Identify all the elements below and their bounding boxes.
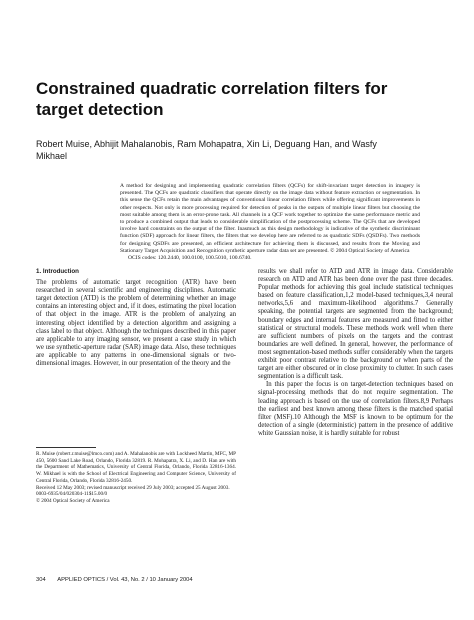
page-number: 304 [36,577,46,583]
body-paragraph: In this paper the focus is on target-detection techniques based on signal-processing methods that do not require segmentation. The leading approach is based on the use of correlation filters.8,9 Perhaps the earliest and best known among these filters is the matched spatial filter (MSF).10 Although the MSF is known to be optimum for the detection of a single (deterministic) pattern in the presence of additive white Gaussian noise, it is hardly suitable for robust [258,381,453,437]
ocis-codes: OCIS codes: 120.2440, 100.0100, 100.5010, 100.6740. [128,255,252,262]
abstract [120,183,420,262]
received-dates: Received 12 May 2003; revised manuscript received 29 July 2003; accepted 25 August 2003. [36,484,230,491]
copyright-notice: © 2004 Optical Society of America [36,497,110,504]
page-footer [36,577,193,583]
abstract-text: A method for designing and implementing quadratic correlation filters (QCFs) for shift-invariant target detection in imagery is presented. The QCFs are quadratic classifiers that operate directly on the image data without feature extraction or segmentation. In this sense the QCFs retain the main advantages of conventional linear correlation filters while offering significant improvements in other respects. Not only is more processing required for detection of peaks in the outputs of multiple linear filters but choosing the most suitable among them is an error-prone task. All channels in a QCF work together to optimize the same performance metric and to produce a combined output that leads to considerable simplification of the postprocessing scheme. The QCFs that are developed involve hard constraints on the output of the filter. Inasmuch as this design methodology is indicative of the synthetic discriminant function (SDF) approach for linear filters, the filters that we develop here are referred to as quadratic SDFs (QSDFs). Two methods for designing QSDFs are presented, an efficient architecture for achieving them is discussed, and results from the Moving and Stationary Target Acquisition and Recognition synthetic aperture radar data set are presented. © 2004 Optical Society of America [120,183,420,254]
left-column [36,268,236,446]
section-heading: 1. Introduction [36,268,79,275]
article-code: 0003-6935/04/020304-11$15.00/0 [36,491,108,498]
footnotes [36,451,236,505]
journal-citation: APPLIED OPTICS / Vol. 43, No. 2 / 10 January 2004 [57,577,193,583]
footnote-divider [36,447,96,448]
body-paragraph: The problems of automatic target recognition (ATR) have been researched in several scientific and engineering disciplines. Automatic target detection (ATD) is the problem of determining whether an image contains an interesting object and, if it does, estimating the pixel location of that object in the image. ATR is the problem of analyzing an interesting object identified by a detection algorithm and assigning a class label to that object. Although the techniques described in this paper are applicable to any imaging sensor, we present a case study in which we use synthetic-aperture radar (SAR) image data. Also, these techniques are applicable to any patterns in one-dimensional signals or two-dimensional images. However, in our presentation of the theory and the [36,279,236,368]
author-list: Robert Muise, Abhijit Mahalanobis, Ram Mohapatra, Xin Li, Deguang Han, and Wasfy Mikhael [36,139,377,161]
body-paragraph: results we shall refer to ATD and ATR in image data. Considerable research on ATD and ATR has been done over the past three decades. Popular methods for achieving this goal include statistical techniques based on feature classification,1,2 model-based techniques,3,4 neural networks,5,6 and maximum-likelihood algorithms.7 Generally speaking, the potential targets are segmented from the background; boundary edges and internal features are measured and fitted to either statistical or structural models. These methods work well when there are sufficient numbers of pixels on the targets and the contrast boundaries are well defined. In general, however, the performance of most segmentation-based methods suffer considerably when the targets exhibit poor contrast relative to the background or when parts of the target are either obscured or in close proximity to clutter. In such cases segmentation is a difficult task. [258,268,453,381]
right-column [258,268,453,438]
author-affiliations: R. Muise (robert.r.muise@lmco.com) and A. Mahalanobis are with Lockheed Martin, MFC, MP 450, 5600 Sand Lake Road, Orlando, Florida 32819. R. Mohapatra, X. Li, and D. Han are with the Department of Mathematics, University of Central Florida, Orlando, Florida 32816-1364. W. Mikhael is with the School of Electrical Engineering and Computer Science, University of Central Florida, Orlando, Florida 32816-2450. [36,451,236,484]
paper-title: Constrained quadratic correlation filters for target detection [36,79,388,119]
